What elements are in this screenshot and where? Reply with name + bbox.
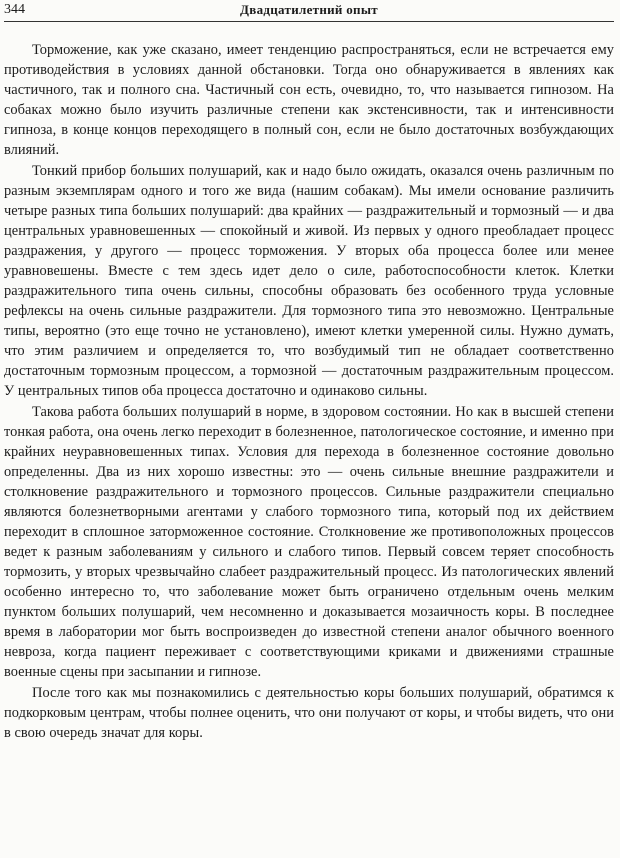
paragraph-subcortical-centers: После того как мы познакомились с деятельностью коры больших полушарий, обратимся к подкорковым центрам, чтобы полнее оценить, что они получают от коры, и чтобы видеть, что они в свою очередь значат для коры. — [4, 685, 614, 742]
paragraph-hemisphere-types: Тонкий прибор больших полушарий, как и надо было ожидать, оказался очень различным по разным экземплярам одного и того же вида (нашим собакам). Мы имели основание различить четыре разных типа больших полушарий: два крайних — раздражительный и тормозный — и два центральных уравновешенных — спокойный и живой. Из первых у одного преобладает процесс раздражения, у другого — процесс торможения. У вторых оба процесса более или менее уравновешены. Вместе с тем здесь идет дело о силе, работоспособности клеток. Клетки раздражительного типа очень сильны, способны образовать без особенного труда условные рефлексы на очень сильные раздражители. Для тормозного типа это невозможно. Центральные типы, вероятно (это еще точно не установлено), имеют клетки умеренной силы. Нужно думать, что этим различием и определяется то, что возбудимый тип не обладает соответственно достаточным тормозным процессом, а тормозной — достаточным раздражительным процессом. У центральных типов оба процесса достаточно и одинаково сильны. — [4, 162, 614, 400]
page-header — [4, 0, 614, 20]
header-divider — [4, 21, 614, 22]
running-title: Двадцатилетний опыт — [240, 2, 378, 17]
page-number: 344 — [4, 2, 25, 17]
paragraph-inhibition-sleep: Торможение, как уже сказано, имеет тенденцию распространяться, если не встречается ему противодействия в условиях данной обстановки. Тогда оно обнаруживается в явлениях как частичного, так и полного сна. Частичный сон есть, очевидно, то, что называется гипнозом. На собаках можно было изучить различные степени как экстенсивности, так и интенсивности гипноза, в конце концов переходящего в полный сон, если не было достаточных возбуждающих влияний. — [4, 42, 614, 159]
paragraph-pathology: Такова работа больших полушарий в норме, в здоровом состоянии. Но как в высшей степени тонкая работа, она очень легко переходит в болезненное, патологическое состояние, и именно при крайних неуравновешенных типах. Условия для перехода в болезненное состояние довольно определенны. Два из них хорошо известны: это — очень сильные внешние раздражители и столкновение раздражительного и тормозного процессов. Сильные раздражители специально являются болезнетворными агентами у слабого тормозного типа, который под их действием переходит в сплошное заторможенное состояние. Столкновение же противоположных процессов ведет к разным заболеваниям у сильного и слабого типов. Первый совсем теряет способность тормозить, у вторых чрезвычайно слабеет раздражительный процесс. Из патологических явлений особенно интересно то, что заболевание может быть ограничено отдельным очень мелким пунктом больших полушарий, чем несомненно и доказывается мозаичность коры. В последнее время в лаборатории мог быть воспроизведен до известной степени аналог обычного военного невроза, когда пациент переживает с соответствующими криками и движениями страшные военные сцены при засыпании и гипнозе. — [4, 403, 614, 681]
body-text — [4, 40, 614, 743]
